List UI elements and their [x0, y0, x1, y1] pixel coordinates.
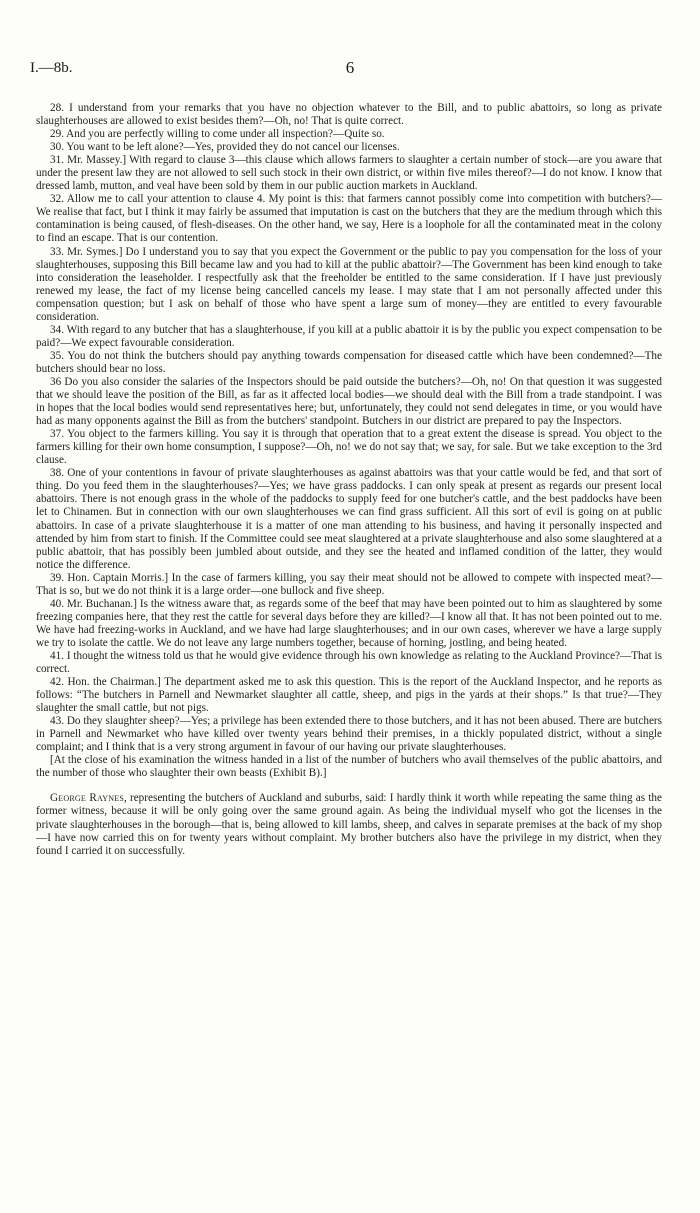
paragraph-q28: 28. I understand from your remarks that you have no objection whatever to the Bill, and to public abattoirs, so long as private slaughterhouses are allowed to exist besides them?—Oh, no! That is quite correct. — [36, 102, 662, 128]
paragraph-q33: 33. Mr. Symes.] Do I understand you to say that you expect the Government or the public to pay you compensation for the loss of your slaughterhouses, supposing this Bill became law and you had to kill at the public abattoir?—The Government has been kind enough to take into consideration the leaseholder. I respectfully ask that the freeholder be entitled to the same consideration. If I have just previously renewed my lease, the fact of my license being cancelled cancels my lease. I may state that I am not personally affected under this compensation question; but I ask on behalf of those who have spent a large sum of money—they are entitled to every favourable consideration. — [36, 245, 662, 323]
page-header — [30, 60, 670, 80]
paragraph-q29: 29. And you are perfectly willing to come under all inspection?—Quite so. — [50, 128, 385, 141]
paragraph-q35: 35. You do not think the butchers should pay anything towards compensation for diseased cattle which have been condemned?—The butchers should bear no loss. — [36, 349, 662, 375]
paragraph-q34: 34. With regard to any butcher that has a slaughterhouse, if you kill at a public abattoir it is by the public you expect compensation to be paid?—We expect favourable consideration. — [36, 323, 662, 349]
paragraph-q40: 40. Mr. Buchanan.] Is the witness aware that, as regards some of the beef that may have been pointed out to him as slaughtered by some freezing companies here, that they rest the cattle for several days before they are killed?—I know all that. It has not been pointed out to me. We have had freezing-works in Auckland, and we have had large slaughterhouses; and in our own cases, wherever we have a large supply we try to isolate the cattle. We do not leave any large numbers together, because of horning, jostling, and being heated. — [36, 597, 662, 649]
document-body — [36, 102, 662, 858]
document-reference: I.—8b. — [30, 60, 73, 76]
witness-statement — [36, 792, 662, 857]
paragraph-q30: 30. You want to be left alone?—Yes, provided they do not cancel our licenses. — [50, 141, 400, 154]
paragraph-q36: 36 Do you also consider the salaries of the Inspectors should be paid outside the butchers?—Oh, no! On that question it was suggested that we should leave the position of the Bill, as far as it affected local bodies—we should deal with the Bill from a trade standpoint. I was in hopes that the local bodies would send representatives here; but, unfortunately, they could not send delegates in time, or you would have had as many opponents against the Bill as from the butchers' standpoint. Butchers in our district are prepared to pay the Inspectors. — [36, 375, 662, 428]
paragraph-q37: 37. You object to the farmers killing. You say it is through that operation that to a great extent the disease is spread. You object to the farmers killing for their own home consumption, I suppose?—Oh, no! we do not say that; we say, for sale. But we take exception to the 3rd clause. — [36, 428, 662, 467]
exhibit-note: [At the close of his examination the witness handed in a list of the number of butchers who avail themselves of the public abattoirs, and the number of those who slaughter their own beasts (Exhibit B).] — [36, 754, 662, 780]
page-number: 6 — [345, 58, 355, 77]
paragraph-q42: 42. Hon. the Chairman.] The department asked me to ask this question. This is the report of the Auckland Inspector, and he reports as follows: “The butchers in Parnell and Newmarket slaughter all cattle, sheep, and pigs in the yards at their shops.” Is that true?—They slaughter the small cattle, but not pigs. — [36, 676, 662, 715]
paragraph-q31: 31. Mr. Massey.] With regard to clause 3—this clause which allows farmers to slaughter a certain number of stock—are you aware that under the present law they are not allowed to sell such stock in their own district, or within five miles thereof?—I do not know. I know that dressed lamb, mutton, and veal have been sold by them in our public auction markets in Auckland. — [36, 154, 662, 193]
paragraph-q39: 39. Hon. Captain Morris.] In the case of farmers killing, you say their meat should not be allowed to compete with inspected meat?—That is so, but we do not think it is a large order—one bullock and five sheep. — [36, 571, 662, 597]
witness-name: George Raynes — [50, 792, 124, 805]
witness-statement-text: , representing the butchers of Auckland and suburbs, said: I hardly think it worth while repeating the same thing as the former witness, because it will be only going over the same ground again. As being the individual myself who got the licenses in the private slaughterhouses in the borough—that is, being allowed to kill lambs, sheep, and calves in separate premises at the back of my shop—I have now carried this on for twenty years without complaint. My brother butchers also have the privilege in my district, when they found I carried it on successfully. — [36, 792, 662, 857]
paragraph-q32: 32. Allow me to call your attention to clause 4. My point is this: that farmers cannot possibly come into competition with butchers?—We realise that fact, but I think it may fairly be assumed that imputation is cast on the butchers that they are the medium through which this contamination is being caused, of flesh-diseases. On the other hand, we say, Here is a loophole for all the contaminated meat in the colony to find an escape. That is our contention. — [36, 193, 662, 245]
paragraph-q41: 41. I thought the witness told us that he would give evidence through his own knowledge as relating to the Auckland Province?—That is correct. — [36, 649, 662, 676]
paragraph-q38: 38. One of your contentions in favour of private slaughterhouses as against abattoirs was that your cattle would be fed, and that sort of thing. Do you feed them in the slaughterhouses?—Yes; we have grass paddocks. I can only speak at present as regards our present local abattoirs. There is not enough grass in the whole of the paddocks to supply feed for one butcher's cattle, and the best paddocks have been let to Chinamen. But in connection with our own slaughterhouses we can find grass sufficient. All this sort of evil is going on at public abattoirs. In case of a private slaughterhouse it is a matter of one man attending to his business, and having it personally inspected and attended by him from start to finish. If the Committee could see meat slaughtered at a private slaughterhouse and also some slaughtered at a public abattoir, that has possibly been jumbled about outside, and they see the heated and inflamed condition of the latter, they would notice the difference. — [36, 467, 662, 571]
paragraph-q43: 43. Do they slaughter sheep?—Yes; a privilege has been extended there to those butchers, and it has not been abused. There are butchers in Parnell and Newmarket who have killed over twenty years behind their premises, in a thickly populated district, without a single complaint; and I think that is a very strong argument in favour of our having our private slaughterhouses. — [36, 715, 662, 754]
